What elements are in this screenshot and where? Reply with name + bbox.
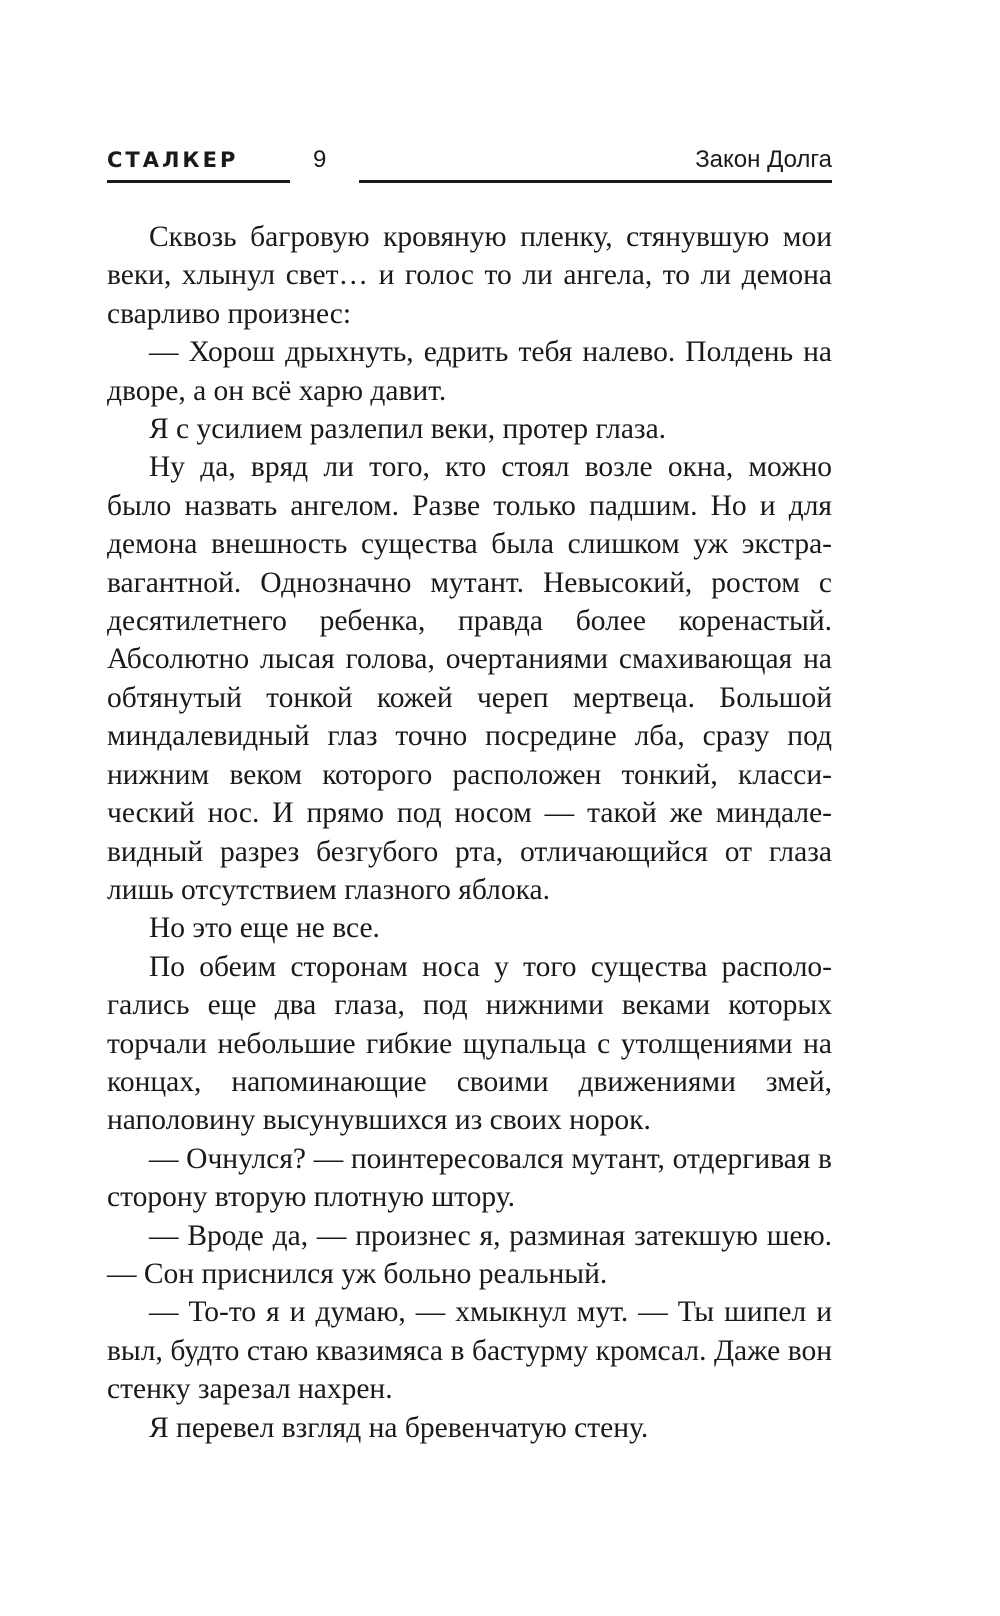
paragraph: Сквозь багровую кровяную пленку, стянувшую мои веки, хлынул свет… и голос то ли ангела, то ли демона сварливо произнес: [107,221,832,330]
paragraph: Ну да, вряд ли того, кто стоял возле окна, можно было назвать ангелом. Разве только падшим. Но и для демона внешность существа была слишком уж экстравагантной. Однозначно мутант. Невысокий, ростом с десятилетнего ребенка, правда более коренастый. Абсолютно лысая голова, очертаниями смахивающая на обтянутый тонкой кожей череп мертвеца. Большой миндалевидный глаз точно посредине лба, сразу под нижним веком которого расположен тонкий, классический нос. И прямо под носом — такой же миндалевидный разрез безгубого рта, отличающийся от глаза лишь отсутствием глазного яблока. [107,451,832,906]
paragraph: — Вроде да, — произнес я, разминая затекшую шею. — Сон приснился уж больно реальный. [107,1219,832,1290]
paragraph: По обеим сторонам носа у того существа распологались еще два глаза, под нижними веками которых торчали небольшие гибкие щупальца с утолщениями на концах, напоминающие своими движениями змей, наполовину высунувшихся из своих норок. [107,950,832,1137]
running-header [107,142,832,186]
page-number: 9 [313,146,327,173]
series-name: СТАЛКЕР [107,148,239,172]
book-title: Закон Долга [695,146,832,173]
paragraph: — Очнулся? — поинтересовался мутант, отдергивая в сторону вторую плотную штору. [107,1142,832,1214]
header-rule-right [359,180,832,183]
paragraph: Я перевел взгляд на бревенчатую стену. [149,1411,649,1444]
paragraph: — То-то я и думаю, — хмыкнул мут. — Ты шипел и выл, будто стаю квазимяса в бастурму кромсал. Даже вон стенку зарезал нахрен. [107,1296,832,1406]
paragraph: Но это еще не все. [149,912,380,945]
header-rule-left [107,180,290,183]
paragraph: — Хорош дрыхнуть, едрить тебя налево. Полдень на дворе, а он всё харю давит. [107,336,832,407]
paragraph: Я с усилием разлепил веки, протер глаза. [149,413,667,446]
page-body [107,218,832,1447]
